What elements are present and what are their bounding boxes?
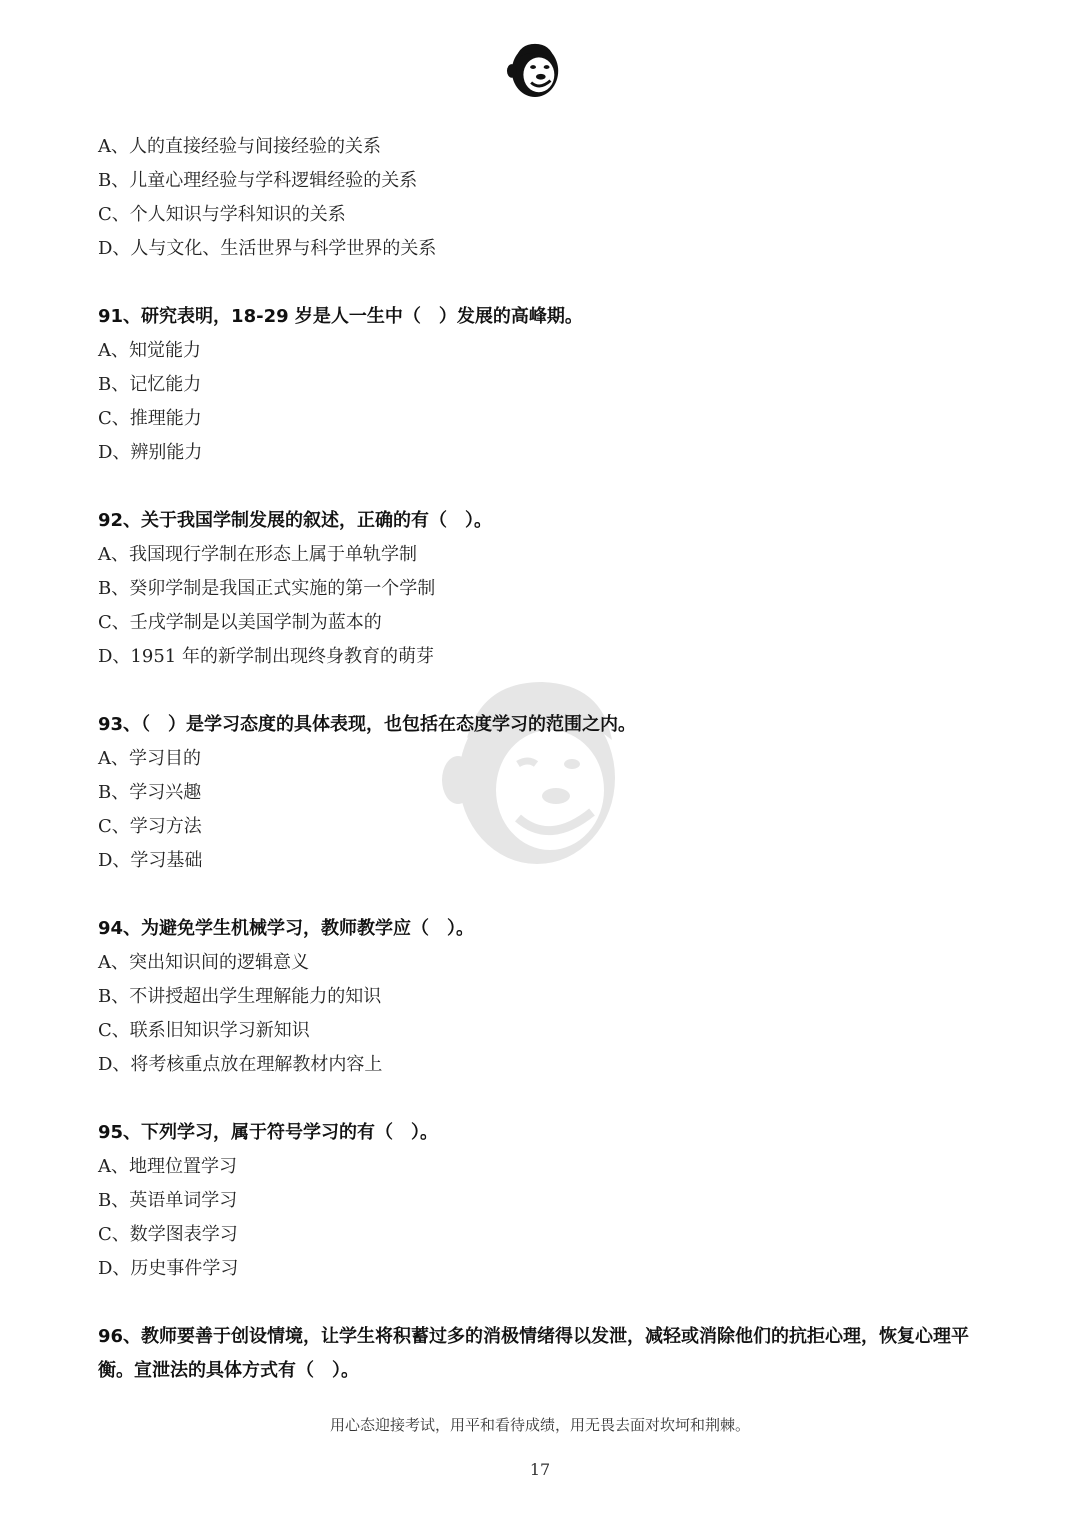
- option: D、将考核重点放在理解教材内容上: [98, 1054, 383, 1075]
- option: C、推理能力: [98, 408, 202, 429]
- question-stem: 96、教师要善于创设情境，让学生将积蓄过多的消极情绪得以发泄，减轻或消除他们的抗拒心理，恢复心理平衡。宣泄法的具体方式有（ ）。: [98, 1326, 970, 1381]
- option: C、壬戌学制是以美国学制为蓝本的: [98, 612, 382, 633]
- question-stem: 94、为避免学生机械学习，教师教学应（ ）。: [98, 918, 475, 939]
- question-91: [98, 300, 998, 470]
- question-93: [98, 708, 998, 878]
- option: A、知觉能力: [98, 340, 201, 361]
- option: B、记忆能力: [98, 374, 202, 395]
- question-96: [98, 1320, 998, 1388]
- footer-motto: 用心态迎接考试，用平和看待成绩，用无畏去面对坎坷和荆棘。: [329, 1416, 750, 1434]
- option: B、儿童心理经验与学科逻辑经验的关系: [98, 170, 418, 191]
- page-number: 17: [529, 1460, 551, 1479]
- option: C、个人知识与学科知识的关系: [98, 204, 346, 225]
- option: B、英语单词学习: [98, 1190, 238, 1211]
- option: C、联系旧知识学习新知识: [98, 1020, 310, 1041]
- question-stem: 93、（ ）是学习态度的具体表现，也包括在态度学习的范围之内。: [98, 714, 637, 735]
- question-stem: 95、下列学习，属于符号学习的有（ ）。: [98, 1122, 439, 1143]
- option: D、学习基础: [98, 850, 203, 871]
- option: A、突出知识间的逻辑意义: [98, 952, 309, 973]
- option: D、人与文化、生活世界与科学世界的关系: [98, 238, 437, 259]
- option: C、数学图表学习: [98, 1224, 238, 1245]
- question-94: [98, 912, 998, 1082]
- monkey-logo-icon: [506, 38, 564, 100]
- option: A、我国现行学制在形态上属于单轨学制: [98, 544, 417, 565]
- option: C、学习方法: [98, 816, 202, 837]
- question-content: [98, 130, 998, 1388]
- option: B、学习兴趣: [98, 782, 202, 803]
- option: A、地理位置学习: [98, 1156, 237, 1177]
- option: D、1951 年的新学制出现终身教育的萌芽: [98, 646, 434, 667]
- option: D、历史事件学习: [98, 1258, 239, 1279]
- question-stem: 92、关于我国学制发展的叙述，正确的有（ ）。: [98, 510, 493, 531]
- question-95: [98, 1116, 998, 1286]
- option: B、不讲授超出学生理解能力的知识: [98, 986, 382, 1007]
- option: B、癸卯学制是我国正式实施的第一个学制: [98, 578, 436, 599]
- option: A、学习目的: [98, 748, 201, 769]
- option: D、辨别能力: [98, 442, 203, 463]
- option: A、人的直接经验与间接经验的关系: [98, 136, 381, 157]
- question-92: [98, 504, 998, 674]
- prev-question-options: [98, 130, 998, 266]
- question-stem: 91、研究表明，18-29 岁是人一生中（ ）发展的高峰期。: [98, 306, 583, 327]
